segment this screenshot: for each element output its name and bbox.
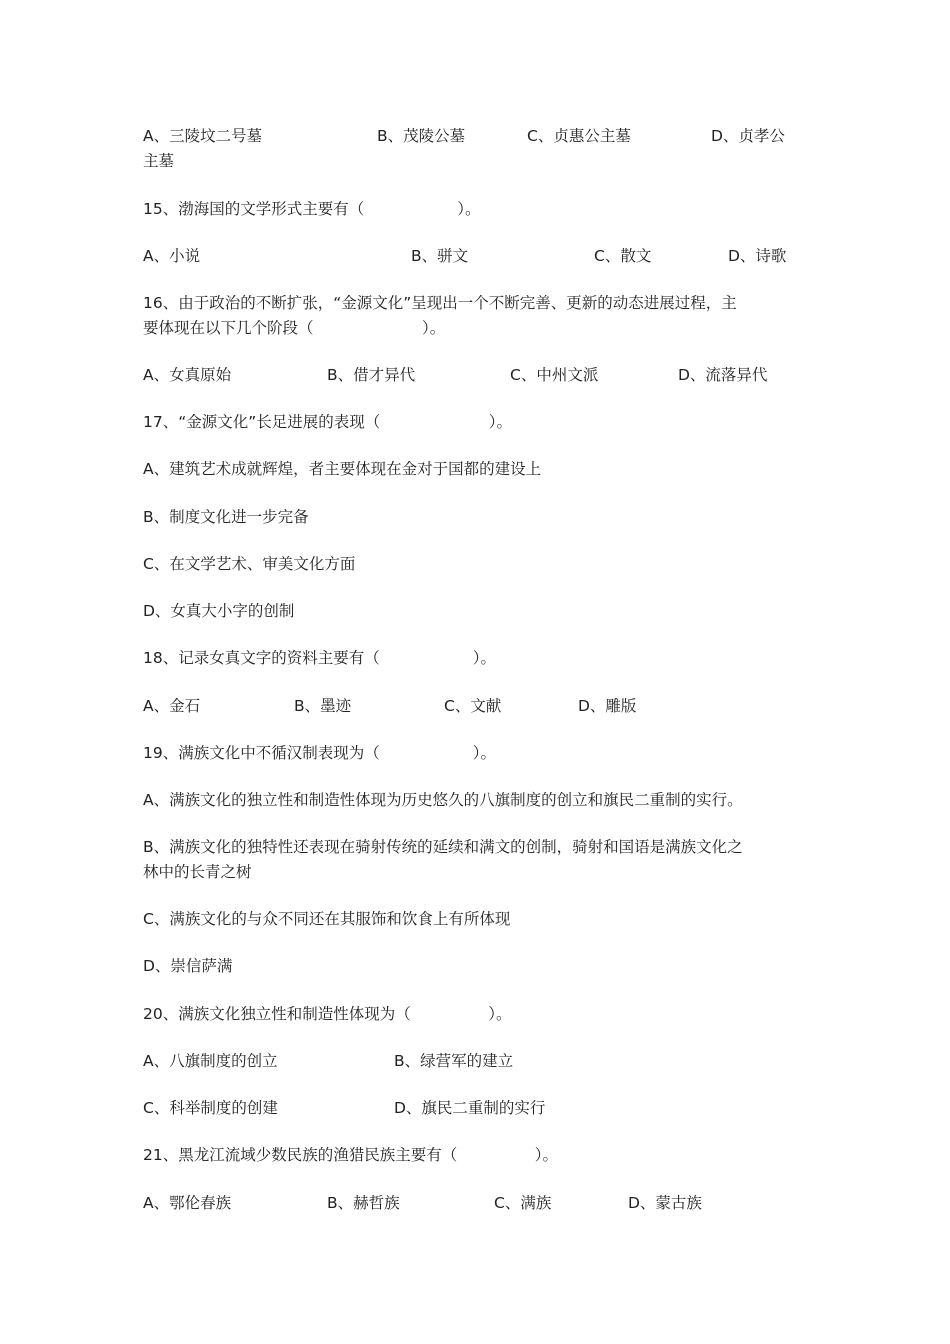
q16-stem-line2: 要体现在以下几个阶段（ ）。	[143, 319, 446, 337]
q21-stem: 21、黑龙江流域少数民族的渔猎民族主要有（ ）。	[143, 1146, 558, 1164]
q15-option-c: C、散文	[594, 247, 652, 265]
q17-option-d: D、女真大小字的创制	[143, 602, 295, 620]
q20-option-c: C、科举制度的创建	[143, 1099, 278, 1117]
q16-option-d: D、流落异代	[678, 366, 768, 384]
q19-option-a: A、满族文化的独立性和制造性体现为历史悠久的八旗制度的创立和旗民二重制的实行。	[143, 791, 743, 809]
q19-option-d: D、崇信萨满	[143, 957, 233, 975]
q16-stem-line1: 16、由于政治的不断扩张，“金源文化”呈现出一个不断完善、更新的动态进展过程，主	[143, 294, 737, 312]
q18-option-a: A、金石	[143, 697, 201, 715]
q14-option-d-continuation: 主墓	[143, 152, 175, 170]
q15-option-a: A、小说	[143, 247, 201, 265]
q14-option-a: A、三陵坟二号墓	[143, 127, 263, 145]
q16-option-a: A、女真原始	[143, 366, 232, 384]
q18-option-d: D、雕版	[578, 697, 637, 715]
q18-option-c: C、文献	[444, 697, 502, 715]
q20-stem: 20、满族文化独立性和制造性体现为（ ）。	[143, 1005, 512, 1023]
q14-option-d: D、贞孝公	[711, 127, 785, 145]
q21-option-b: B、赫哲族	[327, 1194, 400, 1212]
q21-option-d: D、蒙古族	[628, 1194, 702, 1212]
q19-option-b-line1: B、满族文化的独特性还表现在骑射传统的延续和满文的创制，骑射和国语是满族文化之	[143, 838, 743, 856]
q21-option-c: C、满族	[494, 1194, 552, 1212]
q17-option-b: B、制度文化进一步完备	[143, 508, 309, 526]
q16-option-c: C、中州文派	[510, 366, 599, 384]
q20-option-d: D、旗民二重制的实行	[394, 1099, 546, 1117]
q14-option-b: B、茂陵公墓	[377, 127, 466, 145]
q16-option-b: B、借才异代	[327, 366, 416, 384]
q17-stem: 17、“金源文化”长足进展的表现（ ）。	[143, 413, 513, 431]
q15-stem: 15、渤海国的文学形式主要有（ ）。	[143, 200, 481, 218]
q18-option-b: B、墨迹	[294, 697, 352, 715]
q18-stem: 18、记录女真文字的资料主要有（ ）。	[143, 649, 496, 667]
q15-option-b: B、骈文	[411, 247, 469, 265]
q17-option-a: A、建筑艺术成就辉煌，者主要体现在金对于国都的建设上	[143, 460, 542, 478]
q14-option-c: C、贞惠公主墓	[527, 127, 631, 145]
q19-option-c: C、满族文化的与众不同还在其服饰和饮食上有所体现	[143, 910, 511, 928]
q17-option-c: C、在文学艺术、审美文化方面	[143, 555, 356, 573]
q15-option-d: D、诗歌	[728, 247, 787, 265]
q20-option-b: B、绿营军的建立	[394, 1052, 514, 1070]
q20-option-a: A、八旗制度的创立	[143, 1052, 278, 1070]
q19-stem: 19、满族文化中不循汉制表现为（ ）。	[143, 744, 496, 762]
q19-option-b-line2: 林中的长青之树	[143, 863, 252, 881]
q21-option-a: A、鄂伦春族	[143, 1194, 232, 1212]
